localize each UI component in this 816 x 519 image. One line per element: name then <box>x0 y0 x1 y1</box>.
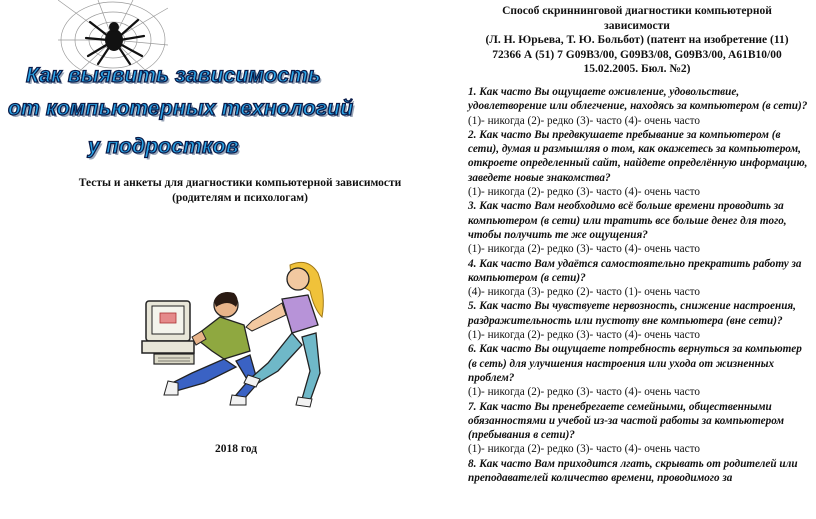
question-4 <box>468 257 810 300</box>
question-1 <box>468 85 810 128</box>
question-6 <box>468 342 810 399</box>
heading-line-2: зависимости <box>604 19 670 32</box>
question-2 <box>468 128 810 199</box>
question-8 <box>468 457 810 486</box>
question-text: 3. Как часто Вам необходимо всё больше времени проводить за компьютером (в сети) или тратить все больше денег для того, чтобы получить те же ощущения? <box>468 200 787 241</box>
heading-line-4: 72366 А (51) 7 G09B3/00, G09B3/08, G09B3/00, A61B10/00 <box>492 48 782 61</box>
year-label: 2018 год <box>215 443 258 455</box>
answer-options: (1)- никогда (2)- редко (3)- часто (4)- очень часто <box>468 186 700 199</box>
title-line-3: у подростков <box>88 135 239 158</box>
title-line-1: Как выявить зависимость <box>26 64 321 87</box>
answer-options: (1)- никогда (2)- редко (3)- часто (4)- очень часто <box>468 114 700 127</box>
heading-line-3: (Л. Н. Юрьева, Т. Ю. Больбот) (патент на изобретение (11) <box>485 34 789 46</box>
questionnaire <box>468 85 810 485</box>
subtitle-line-2: (родителям и психологам) <box>172 192 308 204</box>
question-text: 1. Как часто Вы ощущаете оживление, удовольствие, удовлетворение или облегчение, находясь за компьютером (в сети)? <box>468 86 808 113</box>
subtitle <box>40 176 440 206</box>
subtitle-line-1: Тесты и анкеты для диагностики компьютерной зависимости <box>78 177 402 189</box>
answer-options: (4)- никогда (3)- редко (2)- часто (1)- очень часто <box>468 286 700 299</box>
question-text: 5. Как часто Вы чувствуете нервозность, снижение настроения, раздражительность или пустоту вне компьютера (вне сети)? <box>468 300 796 327</box>
girl-figure <box>244 262 323 407</box>
answer-options: (1)- никогда (2)- редко (3)- часто (4)- очень часто <box>468 443 700 456</box>
question-text: 6. Как часто Вы ощущаете потребность вернуться за компьютер (в сеть) для улучшения настроения или ухода от жизненных проблем? <box>468 343 802 384</box>
question-7 <box>468 400 810 457</box>
question-5 <box>468 299 810 342</box>
heading-line-1: Способ скриннинговой диагностики компьютерной <box>502 5 772 17</box>
answer-options: (1)- никогда (2)- редко (3)- часто (4)- очень часто <box>468 329 700 342</box>
computer-icon <box>142 301 194 364</box>
answer-options: (1)- никогда (2)- редко (3)- часто (4)- очень часто <box>468 243 700 256</box>
heading-line-5: 15.02.2005. Бюл. №2) <box>583 63 691 75</box>
method-heading <box>462 4 812 77</box>
illustration-image <box>132 255 332 415</box>
question-3 <box>468 199 810 256</box>
question-text: 8. Как часто Вам приходится лгать, скрывать от родителей или преподавателей количество времени, проводимого за <box>468 457 798 485</box>
question-text: 2. Как часто Вы предвкушаете пребывание за компьютером (в сети), думая и размышляя о том, как окажетесь за компьютером, откроете определенный сайт, найдете определённую информацию, заведете новые знакомства? <box>468 128 808 184</box>
question-text: 7. Как часто Вы пренебрегаете семейными, общественными обязанностями и учебой из-за частой работы за компьютером (пребывания в сети)? <box>468 400 785 442</box>
answer-options: (1)- никогда (2)- редко (3)- часто (4)- очень часто <box>468 386 700 399</box>
question-text: 4. Как часто Вам удаётся самостоятельно прекратить работу за компьютером (в сети)? <box>468 257 802 284</box>
title-line-2: от компьютерных технологий <box>8 97 354 120</box>
